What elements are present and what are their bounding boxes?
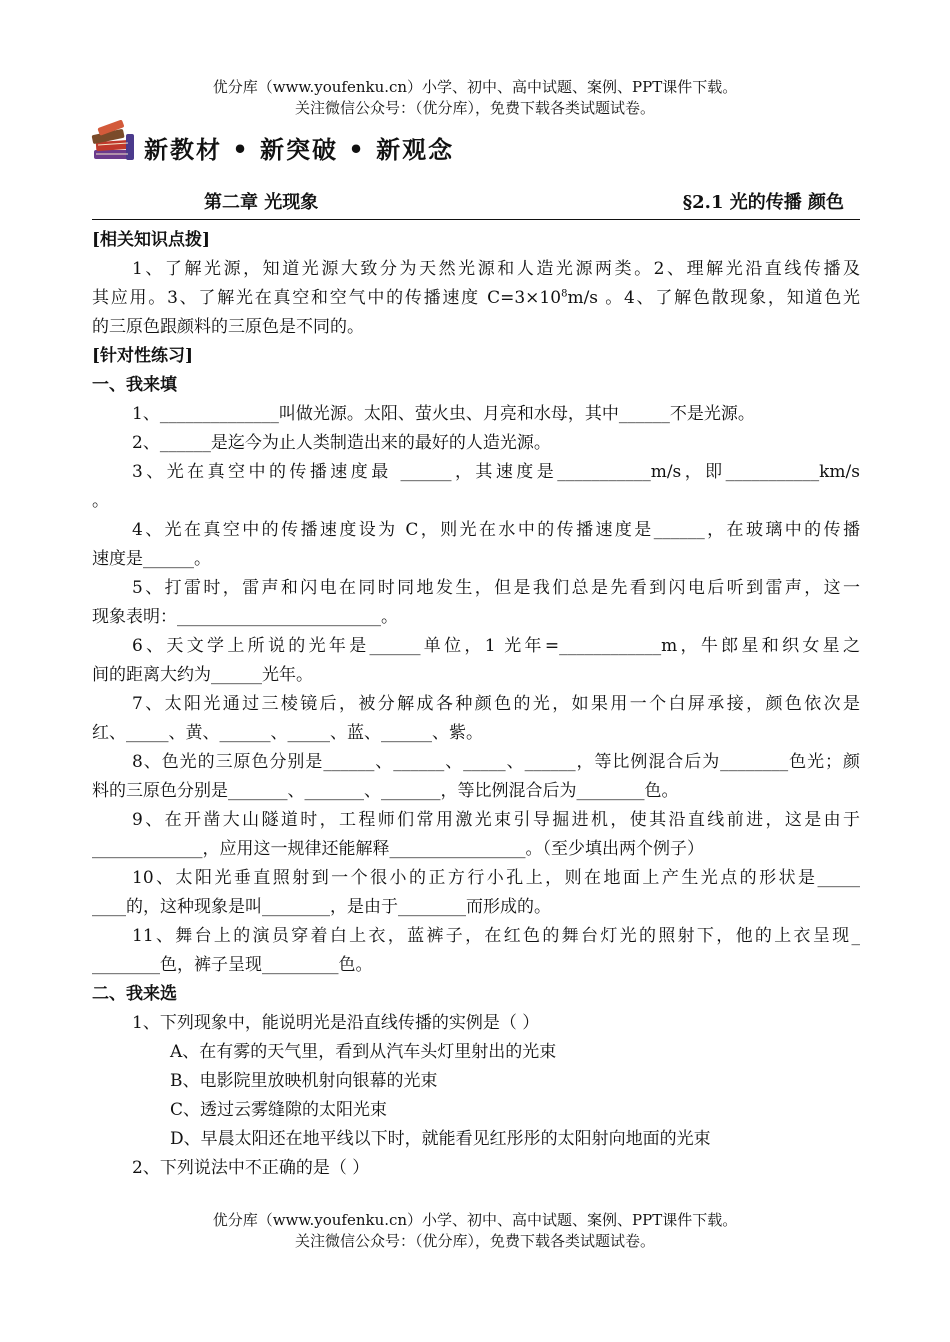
footer-line-2: 关注微信公众号：（优分库），免费下载各类试题试卷。: [294, 1232, 655, 1250]
knowledge-line-2a: 其应用。3、了解光在真空和空气中的传播速度 C=3×10: [92, 288, 562, 308]
header-line-2: 关注微信公众号：（优分库），免费下载各类试题试卷。: [294, 99, 655, 117]
fill-q10: 10、太阳光垂直照射到一个很小的正方行小孔上，则在地面上产生光点的形状是_____: [132, 868, 860, 888]
fill-q9-cont: _____________，应用这一规律还能解释________________。（至少填出两个例子）: [92, 839, 704, 859]
knowledge-line-1: 1、了解光源，知道光源大致分为天然光源和人造光源两类。2、理解光沿直线传播及: [132, 259, 860, 279]
fill-q5: 5、打雷时，雷声和闪电在同时同地发生，但是我们总是先看到闪电后听到雷声，这一: [132, 578, 860, 598]
fill-q8-cont: 料的三原色分别是_______、_______、_______，等比例混合后为________色。: [92, 781, 679, 801]
fill-q7-cont: 红、_____、黄、______、_____、蓝、______、紫。: [92, 723, 483, 743]
brand-slogan: 新教材 • 新突破 • 新观念: [144, 135, 455, 164]
fill-q10-cont: ____的，这种现象是叫________，是由于________而形成的。: [92, 897, 551, 917]
choose-heading: 二、我来选: [92, 984, 177, 1004]
footer-line-1: 优分库（www.youfenku.cn）小学、初中、高中试题、案例、PPT课件下载。: [212, 1211, 738, 1229]
fill-heading: 一、我来填: [92, 375, 177, 395]
brand-banner: [90, 118, 510, 166]
knowledge-line-2: [92, 284, 860, 313]
fill-q8: 8、色光的三原色分别是______、______、_____、______，等比例混合后为________色光；颜: [132, 752, 860, 772]
page-header: [0, 77, 950, 119]
title-divider: [92, 219, 860, 220]
fill-q9: 9、在开凿大山隧道时，工程师们常用激光束引导掘进机，使其沿直线前进，这是由于: [132, 810, 860, 830]
fill-q7: 7、太阳光通过三棱镜后，被分解成各种颜色的光，如果用一个白屏承接，颜色依次是: [132, 694, 860, 714]
fill-q3: 3、光在真空中的传播速度最 ______，其速度是___________m/s，即___________km/s: [132, 462, 860, 482]
books-icon: [90, 120, 140, 164]
exponent: 8: [561, 288, 568, 300]
section-title: §2.1 光的传播 颜色: [682, 192, 844, 213]
fill-q11: 11、舞台上的演员穿着白上衣，蓝裤子，在红色的舞台灯光的照射下，他的上衣呈现_: [132, 926, 860, 946]
choose-q1-option-b: B、电影院里放映机射向银幕的光束: [170, 1071, 438, 1091]
knowledge-line-2b: m/s 。4、了解色散现象，知道色光: [567, 288, 860, 308]
choose-q2: 2、下列说法中不正确的是（ ）: [132, 1158, 370, 1178]
knowledge-heading: [相关知识点拨]: [92, 230, 211, 250]
fill-q2: 2、______是迄今为止人类制造出来的最好的人造光源。: [132, 433, 551, 453]
fill-q4: 4、光在真空中的传播速度设为 C，则光在水中的传播速度是______，在玻璃中的传播: [132, 520, 860, 540]
fill-q6: 6、天文学上所说的光年是______单位，1 光年=____________m，牛郎星和织女星之: [132, 636, 860, 656]
practice-heading: [针对性练习]: [92, 346, 194, 366]
fill-q3-cont: 。: [92, 491, 109, 511]
fill-q5-cont: 现象表明：________________________。: [92, 607, 398, 627]
choose-q1-option-c: C、透过云雾缝隙的太阳光束: [170, 1100, 388, 1120]
choose-q1-option-d: D、早晨太阳还在地平线以下时，就能看见红彤彤的太阳射向地面的光束: [170, 1129, 711, 1149]
choose-q1-option-a: A、在有雾的天气里，看到从汽车头灯里射出的光束: [170, 1042, 557, 1062]
fill-q6-cont: 间的距离大约为______光年。: [92, 665, 313, 685]
worksheet-body: [92, 226, 860, 1183]
fill-q1: 1、______________叫做光源。太阳、萤火虫、月亮和水母，其中______不是光源。: [132, 404, 755, 424]
choose-q1: 1、下列现象中，能说明光是沿直线传播的实例是（ ）: [132, 1013, 540, 1033]
page-footer: [0, 1210, 950, 1252]
knowledge-line-3: 的三原色跟颜料的三原色是不同的。: [92, 317, 364, 337]
header-line-1: 优分库（www.youfenku.cn）小学、初中、高中试题、案例、PPT课件下载。: [212, 78, 738, 96]
fill-q11-cont: ________色，裤子呈现_________色。: [92, 955, 373, 975]
chapter-title: 第二章 光现象: [204, 192, 319, 213]
fill-q4-cont: 速度是______。: [92, 549, 211, 569]
